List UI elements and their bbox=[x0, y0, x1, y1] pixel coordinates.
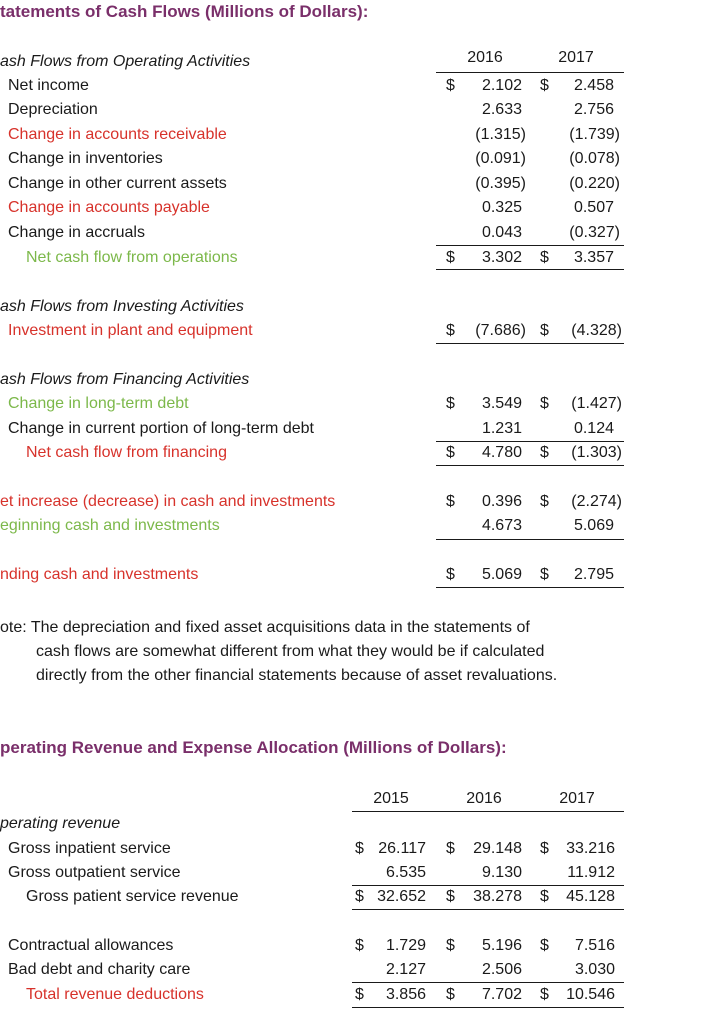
operating-revenue-header: perating revenue bbox=[0, 815, 121, 832]
gross-total-line bbox=[352, 909, 624, 910]
operating-section-header: ash Flows from Operating Activities bbox=[0, 53, 251, 70]
row-label-beginning-cash: eginning cash and investments bbox=[0, 517, 220, 534]
row-label-total-revenue-deductions: Total revenue deductions bbox=[26, 986, 204, 1003]
cash-flow-title: tatements of Cash Flows (Millions of Dollars): bbox=[0, 2, 369, 21]
row-label-inventories: Change in inventories bbox=[8, 150, 163, 167]
row-label-investment-plant: Investment in plant and equipment bbox=[8, 322, 253, 339]
row-label-contractual-allowances: Contractual allowances bbox=[8, 937, 174, 954]
operations-subtotal-line bbox=[436, 245, 624, 246]
row-label-gross-outpatient: Gross outpatient service bbox=[8, 864, 181, 881]
ending-total-line bbox=[436, 587, 624, 588]
year-2015-header: 2015 bbox=[373, 790, 409, 807]
note-line-2: cash flows are somewhat different from what they would be if calculated bbox=[36, 643, 545, 660]
summary-line bbox=[436, 539, 624, 540]
investing-section-header: ash Flows from Investing Activities bbox=[0, 298, 244, 315]
row-label-current-portion-debt: Change in current portion of long-term debt bbox=[8, 420, 314, 437]
row-label-long-term-debt: Change in long-term debt bbox=[8, 395, 189, 412]
row-label-net-cash-operations: Net cash flow from operations bbox=[26, 249, 238, 266]
header-underline bbox=[436, 72, 624, 73]
deductions-total-line bbox=[352, 1007, 624, 1008]
row-label-gross-inpatient: Gross inpatient service bbox=[8, 840, 171, 857]
row-label-accounts-payable: Change in accounts payable bbox=[8, 199, 210, 216]
year-2017-header: 2017 bbox=[558, 49, 594, 66]
row-label-bad-debt: Bad debt and charity care bbox=[8, 961, 191, 978]
financing-total-line bbox=[436, 465, 624, 466]
rev-year-2017-header: 2017 bbox=[559, 790, 595, 807]
row-label-accruals: Change in accruals bbox=[8, 224, 145, 241]
year-2016-header: 2016 bbox=[467, 49, 503, 66]
row-label-depreciation: Depreciation bbox=[8, 101, 98, 118]
operations-total-line bbox=[436, 269, 624, 270]
row-label-net-increase: et increase (decrease) in cash and investments bbox=[0, 493, 336, 510]
financing-subtotal-line bbox=[436, 441, 624, 442]
gross-subtotal-line bbox=[352, 885, 624, 886]
rev-header-underline bbox=[352, 811, 624, 812]
note-line-3: directly from the other financial statements because of asset revaluations. bbox=[36, 667, 558, 684]
row-label-ending-cash: nding cash and investments bbox=[0, 566, 199, 583]
investing-total-line bbox=[436, 343, 624, 344]
rev-year-2016-header: 2016 bbox=[466, 790, 502, 807]
revenue-title: perating Revenue and Expense Allocation (Millions of Dollars): bbox=[0, 738, 507, 757]
financing-section-header: ash Flows from Financing Activities bbox=[0, 371, 250, 388]
row-label-gross-patient-revenue: Gross patient service revenue bbox=[26, 888, 239, 905]
note-line-1: ote: The depreciation and fixed asset acquisitions data in the statements of bbox=[0, 619, 530, 636]
deductions-subtotal-line bbox=[352, 982, 624, 983]
row-label-net-cash-financing: Net cash flow from financing bbox=[26, 444, 227, 461]
row-label-accounts-receivable: Change in accounts receivable bbox=[8, 126, 227, 143]
row-label-net-income: Net income bbox=[8, 77, 89, 94]
row-label-other-current-assets: Change in other current assets bbox=[8, 175, 227, 192]
